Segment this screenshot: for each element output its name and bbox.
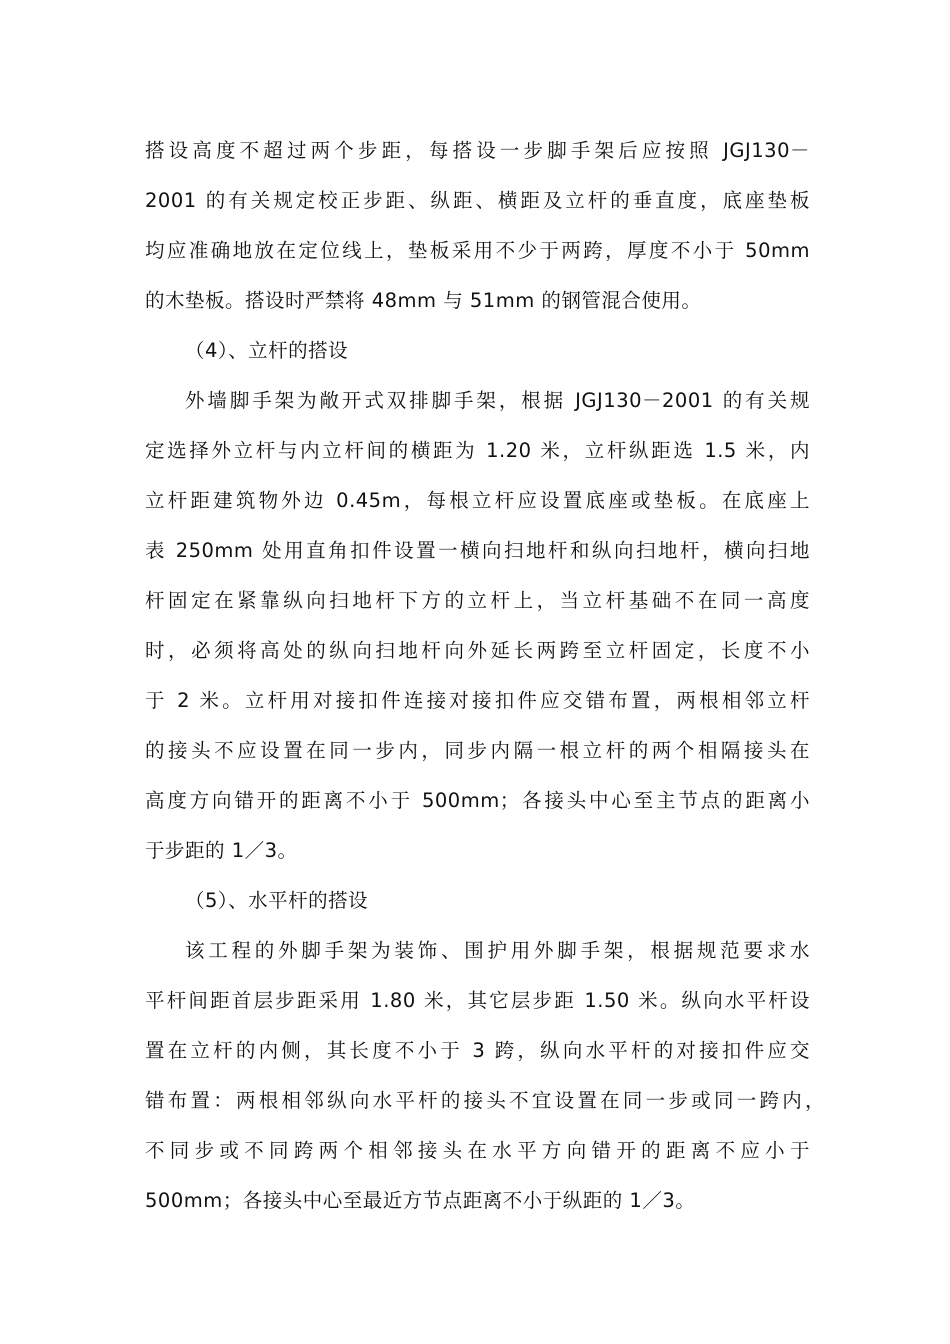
text-line: 杆固定在紧靠纵向扫地杆下方的立杆上，当立杆基础不在同一高度 [145,589,810,612]
text-line: 的木垫板。搭设时严禁将 48mm 与 51mm 的钢管混合使用。 [145,289,702,312]
text-line: 于 2 米。立杆用对接扣件连接对接扣件应交错布置，两根相邻立杆 [145,689,810,712]
text-line: 立杆距建筑物外边 0.45m，每根立杆应设置底座或垫板。在底座上 [145,489,810,512]
text-line: 均应准确地放在定位线上，垫板采用不少于两跨，厚度不小于 50mm [145,239,810,262]
text-line: 错布置：两根相邻纵向水平杆的接头不宜设置在同一步或同一跨内， [145,1089,825,1112]
text-line: 于步距的 1／3。 [145,839,298,862]
text-line: 的接头不应设置在同一步内，同步内隔一根立杆的两个相隔接头在 [145,739,810,762]
section-heading-5: （5）、水平杆的搭设 [185,889,369,912]
text-line: 时，必须将高处的纵向扫地杆向外延长两跨至立杆固定，长度不小 [145,639,810,662]
text-line: 表 250mm 处用直角扣件设置一横向扫地杆和纵向扫地杆，横向扫地 [145,539,810,562]
paragraph-first-line: 外墙脚手架为敞开式双排脚手架，根据 JGJ130－2001 的有关规 [185,389,810,412]
text-line: 高度方向错开的距离不小于 500mm；各接头中心至主节点的距离小 [145,789,810,812]
text-line: 2001 的有关规定校正步距、纵距、横距及立杆的垂直度，底座垫板 [145,189,810,212]
text-line: 搭设高度不超过两个步距，每搭设一步脚手架后应按照 JGJ130－ [145,139,810,162]
text-line: 不同步或不同跨两个相邻接头在水平方向错开的距离不应小于 [145,1139,810,1162]
section-heading-4: （4）、立杆的搭设 [185,339,349,362]
paragraph-first-line: 该工程的外脚手架为装饰、围护用外脚手架，根据规范要求水 [185,939,810,962]
text-line: 500mm；各接头中心至最近方节点距离不小于纵距的 1／3。 [145,1189,696,1212]
text-line: 置在立杆的内侧，其长度不小于 3 跨，纵向水平杆的对接扣件应交 [145,1039,810,1062]
text-line: 平杆间距首层步距采用 1.80 米，其它层步距 1.50 米。纵向水平杆设 [145,989,810,1012]
text-line: 定选择外立杆与内立杆间的横距为 1.20 米，立杆纵距选 1.5 米，内 [145,439,810,462]
